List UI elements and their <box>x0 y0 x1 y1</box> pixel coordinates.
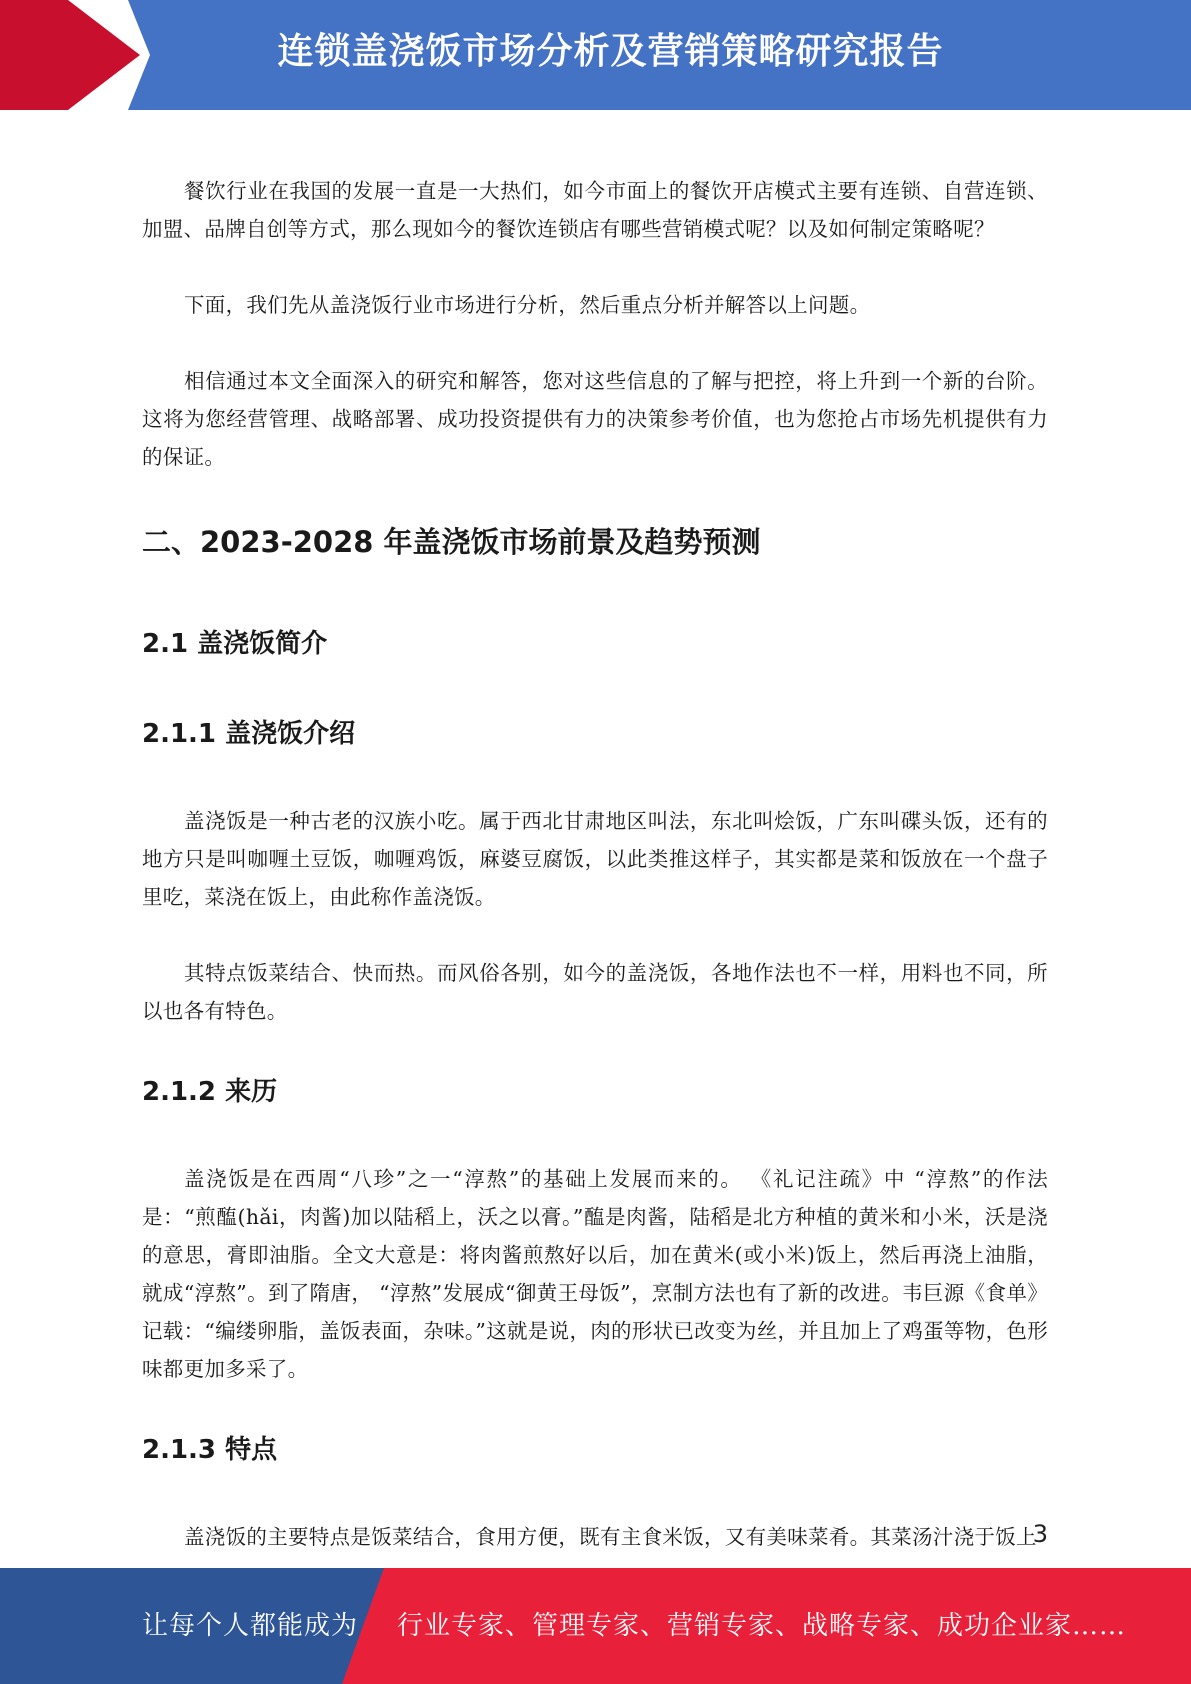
page-header <box>0 0 1191 110</box>
origin-paragraph: 盖浇饭是在西周“八珍”之一“淳熬”的基础上发展而来的。 《礼记注疏》中 “淳熬”的作法是：“煎醢(hǎi，肉酱)加以陆稻上，沃之以膏。”醢是肉酱，陆稻是北方种植的黄米和小米，沃是浇的意思，膏即油脂。全文大意是：将肉酱煎熬好以后，加在黄米(或小米)饭上，然后再浇上油脂，就成“淳熬”。到了隋唐， “淳熬”发展成“御黄王母饭”，烹制方法也有了新的改进。韦巨源《食单》记载：“编缕卵脂，盖饭表面，杂味。”这就是说，肉的形状已改变为丝，并且加上了鸡蛋等物，色形味都更加多采了。 <box>142 1167 1048 1381</box>
intro-paragraph-1: 餐饮行业在我国的发展一直是一大热们，如今市面上的餐饮开店模式主要有连锁、自营连锁、加盟、品牌自创等方式，那么现如今的餐饮连锁店有哪些营销模式呢？以及如何制定策略呢？ <box>142 179 1048 241</box>
introduction-paragraph-2: 其特点饭菜结合、快而热。而风俗各别，如今的盖浇饭，各地作法也不一样，用料也不同，所以也各有特色。 <box>142 961 1048 1023</box>
report-title: 连锁盖浇饭市场分析及营销策略研究报告 <box>277 31 944 72</box>
footer-slogan-right: 行业专家、管理专家、营销专家、战略专家、成功企业家…… <box>397 1611 1127 1641</box>
intro-paragraph-2: 下面，我们先从盖浇饭行业市场进行分析，然后重点分析并解答以上问题。 <box>184 293 871 317</box>
footer-slogan-left: 让每个人都能成为 <box>142 1611 359 1641</box>
page-footer <box>0 1568 1191 1684</box>
subsection-heading: 2.1 盖浇饭简介 <box>142 629 328 659</box>
page-number: 3 <box>1032 1520 1048 1548</box>
section-heading: 二、2023-2028 年盖浇饭市场前景及趋势预测 <box>142 525 761 559</box>
features-paragraph: 盖浇饭的主要特点是饭菜结合，食用方便，既有主食米饭，又有美味菜肴。其菜汤汁浇于饭上 <box>184 1525 1037 1549</box>
subsubsection-heading-features: 2.1.3 特点 <box>142 1435 278 1465</box>
subsubsection-heading-introduction: 2.1.1 盖浇饭介绍 <box>142 719 356 749</box>
introduction-paragraph-1: 盖浇饭是一种古老的汉族小吃。属于西北甘肃地区叫法，东北叫烩饭，广东叫碟头饭，还有的地方只是叫咖喱土豆饭，咖喱鸡饭，麻婆豆腐饭，以此类推这样子，其实都是菜和饭放在一个盘子里吃，菜浇在饭上，由此称作盖浇饭。 <box>142 809 1048 909</box>
subsubsection-heading-origin: 2.1.2 来历 <box>142 1077 278 1107</box>
intro-paragraph-3: 相信通过本文全面深入的研究和解答，您对这些信息的了解与把控，将上升到一个新的台阶。这将为您经营管理、战略部署、成功投资提供有力的决策参考价值，也为您抢占市场先机提供有力的保证。 <box>142 369 1048 469</box>
page-content <box>142 172 1048 1556</box>
